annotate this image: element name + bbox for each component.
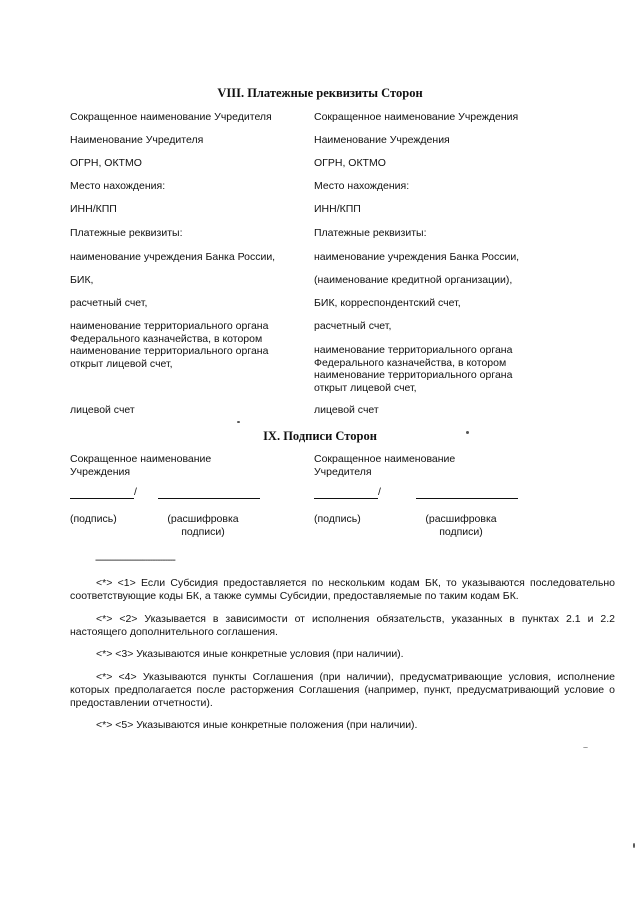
scan-speck [583, 747, 588, 748]
left-account: расчетный счет, [70, 297, 148, 309]
right-bik-corr: БИК, корреспондентский счет, [314, 297, 461, 309]
left-bik: БИК, [70, 274, 94, 286]
footnote-4: <*> <4> Указываются пункты Соглашения (при наличии), предусматривающие условия, исполнение которых предполагается после расторжения Соглашения (например, пункт, предусматривающий условие о предоставлении отчетности). [70, 671, 615, 709]
left-full-name: Наименование Учредителя [70, 134, 204, 146]
right-account: расчетный счет, [314, 320, 392, 332]
footnote-2: <*> <2> Указывается в зависимости от исполнения обязательств, указанных в пунктах 2.1 и 2.2 настоящего дополнительного соглашения. [70, 613, 615, 638]
left-bank-name: наименование учреждения Банка России, [70, 251, 276, 263]
footnote-separator: -------------------------------- [95, 554, 175, 566]
right-location: Место нахождения: [314, 180, 410, 192]
left-payment-details: Платежные реквизиты: [70, 227, 183, 239]
section-9-title: IX. Подписи Сторон [263, 429, 377, 443]
scan-speck [466, 431, 469, 434]
left-short-name: Сокращенное наименование Учредителя [70, 111, 272, 123]
right-decode-label: (расшифровка подписи) [425, 513, 497, 538]
right-signature-slash: / [378, 486, 381, 498]
scan-speck [237, 421, 240, 423]
section-8-title: VIII. Платежные реквизиты Сторон [217, 86, 423, 100]
footnote-3: <*> <3> Указываются иные конкретные условия (при наличии). [96, 648, 404, 660]
right-payment-details: Платежные реквизиты: [314, 227, 427, 239]
left-party-name: Сокращенное наименование Учреждения [70, 453, 212, 478]
left-signature-line [70, 498, 134, 499]
right-decode-line [416, 498, 518, 499]
left-inn: ИНН/КПП [70, 203, 117, 215]
right-ogrn: ОГРН, ОКТМО [314, 157, 386, 169]
left-ogrn: ОГРН, ОКТМО [70, 157, 142, 169]
left-decode-line [158, 498, 260, 499]
left-personal-account: лицевой счет [70, 404, 135, 416]
footnote-5: <*> <5> Указываются иные конкретные положения (при наличии). [96, 719, 418, 731]
left-decode-label: (расшифровка подписи) [167, 513, 239, 538]
scan-speck [633, 843, 635, 848]
right-full-name: Наименование Учреждения [314, 134, 450, 146]
left-location: Место нахождения: [70, 180, 166, 192]
footnote-1: <*> <1> Если Субсидия предоставляется по нескольким кодам БК, то указываются последовательно соответствующие коды БК, а также суммы Субсидии, предоставляемые по таким кодам БК. [70, 577, 615, 602]
left-signature-slash: / [134, 486, 137, 498]
right-signature-line [314, 498, 378, 499]
right-signature-label: (подпись) [314, 513, 361, 525]
left-signature-label: (подпись) [70, 513, 117, 525]
right-personal-account: лицевой счет [314, 404, 379, 416]
right-bank-name: наименование учреждения Банка России, [314, 251, 520, 263]
right-treasury-body: наименование территориального органа Федерального казначейства, в котором наименование территориального органа открыт лицевой счет, [314, 344, 513, 394]
right-credit-org: (наименование кредитной организации), [314, 274, 513, 286]
right-party-name: Сокращенное наименование Учредителя [314, 453, 456, 478]
right-short-name: Сокращенное наименование Учреждения [314, 111, 519, 123]
right-inn: ИНН/КПП [314, 203, 361, 215]
left-treasury-body: наименование территориального органа Федерального казначейства, в котором наименование территориального органа открыт лицевой счет, [70, 320, 269, 370]
